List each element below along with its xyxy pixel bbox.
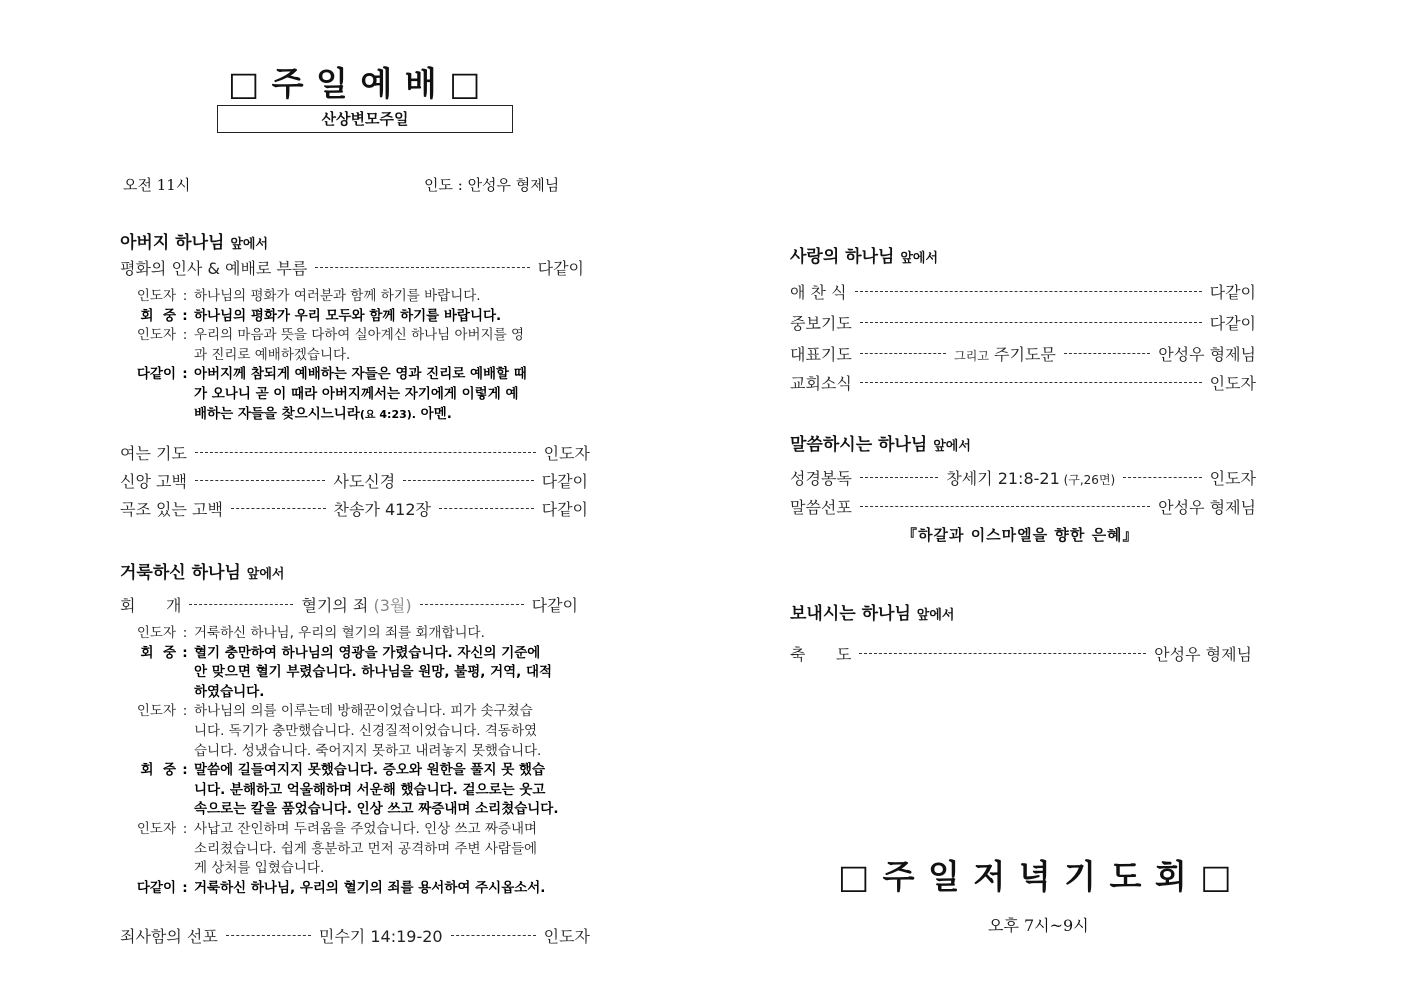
leader-dashes (1064, 353, 1150, 354)
morning-service-title: □ 주 일 예 배 □ (228, 64, 481, 103)
evening-service-title: □ 주 일 저 녁 기 도 회 □ (838, 857, 1233, 896)
order-item-leader: 다같이 (1209, 314, 1256, 333)
leader-dashes (855, 291, 1202, 292)
speaker-colon: : (182, 644, 188, 661)
order-item-leader: 다같이 (1209, 283, 1256, 302)
order-item-leader: 안성우 형제님 (1158, 498, 1256, 517)
responsive-line (118, 365, 584, 385)
responsive-text (194, 287, 584, 307)
speaker-label: 회 중 (140, 307, 176, 324)
order-item-church-news (790, 371, 1256, 394)
service-leader: 인도 : 안성우 형제님 (424, 176, 560, 194)
leader-dashes (860, 353, 946, 354)
section-title-father (120, 228, 268, 253)
speaker-label (118, 385, 176, 405)
section-title-text: 거룩하신 하나님 (120, 563, 241, 583)
section-title-word (790, 430, 971, 455)
speaker-colon: : (182, 820, 188, 837)
responsive-line (118, 644, 594, 664)
order-item-benediction (790, 642, 1252, 665)
line-text: 게 상처를 입혔습니다. (194, 860, 325, 877)
order-item-detail (946, 466, 1115, 489)
order-item-detail (301, 593, 411, 616)
line-text: 아버지께 참되게 예배하는 자들은 영과 진리로 예배할 때 (194, 366, 527, 383)
speaker-label: 인도자 (136, 288, 176, 304)
order-item-detail: 사도신경 (333, 472, 396, 491)
leader-dashes (860, 322, 1202, 323)
scripture-reference: (요 4:23). (359, 407, 416, 421)
responsive-line (118, 859, 594, 879)
line-text: 안 맞으면 혈기 부렸습니다. 하나님을 원망, 불평, 거역, 대적 (194, 664, 553, 681)
responsive-text (194, 346, 584, 366)
responsive-text (194, 879, 594, 899)
leader-dashes (315, 267, 529, 268)
speaker-colon (176, 840, 194, 860)
speaker-colon: : (182, 288, 188, 304)
service-subtitle-box: 산상변모주일 (217, 105, 513, 133)
order-item-hymn-confession (120, 497, 588, 520)
order-item-label: 축 도 (790, 645, 852, 664)
responsive-line (118, 781, 594, 801)
lords-prayer: 주기도문 (988, 345, 1056, 364)
section-title-text: 말씀하시는 하나님 (790, 435, 928, 455)
order-item-label: 애 찬 식 (790, 283, 847, 302)
order-item-representative-prayer (790, 342, 1256, 365)
responsive-line (118, 287, 584, 307)
line-text: 거룩하신 하나님, 우리의 혈기의 죄를 용서하여 주시옵소서. (194, 879, 546, 896)
speaker-colon (176, 800, 194, 820)
responsive-text (194, 307, 584, 327)
responsive-line (118, 702, 594, 722)
line-text: 습니다. 성냈습니다. 죽어지지 못하고 내려놓지 못했습니다. (194, 742, 542, 759)
speaker-colon (176, 683, 194, 703)
responsive-text (194, 663, 594, 683)
leader-dashes (860, 477, 938, 478)
responsive-text (194, 326, 584, 346)
leader-dashes (1123, 477, 1201, 478)
order-item-preaching (790, 495, 1256, 518)
speaker-label (118, 346, 176, 366)
speaker-label: 회 중 (140, 762, 176, 779)
order-item-detail: 민수기 14:19-20 (318, 927, 443, 946)
order-item-leader: 인도자 (1209, 469, 1256, 488)
line-text: 속으로는 칼을 품었습니다. 인상 쓰고 짜증내며 소리쳤습니다. (194, 801, 559, 818)
speaker-label: 인도자 (136, 703, 176, 720)
responsive-text (194, 840, 594, 860)
speaker-colon (176, 742, 194, 762)
responsive-text (194, 702, 594, 722)
responsive-text (194, 405, 584, 425)
speaker-colon (176, 859, 194, 879)
greeting-responsive-reading (118, 287, 584, 424)
section-title-suffix: 앞에서 (933, 439, 971, 454)
section-title-holy (120, 558, 284, 583)
speaker-label (118, 781, 176, 801)
responsive-line (118, 840, 594, 860)
service-time: 오전 11시 (123, 176, 191, 194)
leader-dashes (439, 508, 534, 509)
line-text: 하나님의 의를 이루는데 방해꾼이었습니다. 피가 솟구쳤습 (194, 703, 533, 720)
line-text: 거룩하신 하나님, 우리의 혈기의 죄를 회개합니다. (194, 625, 485, 641)
order-item-repentance (120, 593, 578, 616)
section-title-suffix: 앞에서 (246, 567, 285, 582)
speaker-label: 회 중 (140, 644, 176, 661)
section-title-love (790, 242, 938, 267)
amen-text: 아멘. (415, 405, 452, 422)
order-item-label: 곡조 있는 고백 (120, 500, 223, 519)
responsive-line (118, 307, 584, 327)
responsive-line (118, 683, 594, 703)
speaker-colon (176, 385, 194, 405)
speaker-label (118, 859, 176, 879)
speaker-colon (176, 663, 194, 683)
speaker-colon: : (182, 366, 188, 383)
order-item-label: 말씀선포 (790, 498, 852, 517)
speaker-colon: : (182, 703, 188, 720)
order-item-creed (120, 469, 588, 492)
leader-dashes (231, 508, 326, 509)
order-item-leader: 인도자 (543, 444, 590, 463)
order-item-intercession (790, 311, 1256, 334)
order-item-leader: 안성우 형제님 (1158, 345, 1257, 364)
speaker-colon (176, 405, 194, 425)
order-item-leader: 다같이 (541, 500, 588, 519)
line-text: 니다. 독기가 충만했습니다. 신경질적이었습니다. 격동하였 (194, 722, 538, 739)
section-title-send (790, 599, 954, 624)
order-item-label: 여는 기도 (120, 444, 187, 463)
order-item-scripture-reading (790, 466, 1256, 489)
responsive-line (118, 326, 584, 346)
line-text: 배하는 자들을 찾으시느니라 (194, 405, 360, 422)
speaker-label (118, 683, 176, 703)
line-text: 사납고 잔인하며 두려움을 주었습니다. 인상 쓰고 짜증내며 (194, 820, 538, 837)
order-item-label: 신앙 고백 (120, 472, 187, 491)
leader-dashes (860, 506, 1150, 507)
speaker-label (118, 663, 176, 683)
responsive-text (194, 820, 594, 840)
order-item-label: 성경봉독 (790, 469, 852, 488)
order-item-greeting (120, 256, 584, 279)
line-text: 혈기 충만하여 하나님의 영광을 가렸습니다. 자신의 기준에 (194, 644, 541, 661)
leader-dashes (189, 604, 293, 605)
speaker-label (118, 800, 176, 820)
scripture-reference: 창세기 21:8-21 (946, 469, 1060, 488)
line-text: 말씀에 길들여지지 못했습니다. 증오와 원한을 풀지 못 했습 (194, 762, 546, 779)
responsive-text (194, 683, 594, 703)
order-item-label: 교회소식 (790, 374, 852, 393)
speaker-colon: : (182, 625, 188, 641)
repentance-responsive-reading (118, 624, 594, 898)
speaker-label (118, 405, 176, 425)
leader-dashes (420, 604, 524, 605)
line-text: 하나님의 평화가 우리 모두와 함께 하기를 바랍니다. (194, 307, 502, 324)
responsive-text (194, 742, 594, 762)
order-item-leader: 다같이 (537, 259, 584, 278)
responsive-line (118, 820, 594, 840)
speaker-label: 인도자 (136, 820, 176, 837)
leader-dashes (195, 480, 325, 481)
order-item-leader: 인도자 (1209, 374, 1256, 393)
line-text: 하나님의 평화가 여러분과 함께 하기를 바랍니다. (194, 288, 481, 304)
order-item-opening-prayer (120, 441, 590, 464)
responsive-line (118, 761, 594, 781)
line-text: 소리쳤습니다. 쉽게 흥분하고 먼저 공격하며 주변 사람들에 (194, 840, 538, 857)
speaker-colon: : (182, 307, 188, 324)
speaker-label (118, 742, 176, 762)
order-item-detail (954, 342, 1056, 365)
leader-dashes (226, 935, 311, 936)
line-text: 우리의 마음과 뜻을 다하여 실아계신 하나님 아버지를 영 (194, 327, 524, 344)
leader-dashes (451, 935, 536, 936)
speaker-label (118, 722, 176, 742)
order-item-label: 평화의 인사 & 예배로 부름 (120, 259, 308, 278)
responsive-line (118, 385, 584, 405)
responsive-text (194, 365, 584, 385)
section-title-text: 아버지 하나님 (120, 233, 225, 253)
section-title-text: 사랑의 하나님 (790, 247, 895, 267)
order-item-detail: 찬송가 412장 (333, 500, 431, 519)
order-item-label: 죄사함의 선포 (120, 927, 218, 946)
sermon-title: 『하갈과 이스마엘을 향한 은혜』 (902, 526, 1139, 544)
speaker-label: 인도자 (136, 327, 176, 344)
responsive-line (118, 742, 594, 762)
repentance-topic: 혈기의 죄 (301, 596, 369, 615)
responsive-text (194, 385, 584, 405)
order-item-love-feast (790, 280, 1256, 303)
responsive-text (194, 722, 594, 742)
speaker-label (118, 840, 176, 860)
responsive-text (194, 761, 594, 781)
speaker-colon (176, 781, 194, 801)
leader-dashes (403, 480, 533, 481)
speaker-colon: : (182, 327, 188, 344)
responsive-text (194, 859, 594, 879)
leader-dashes (195, 452, 536, 453)
speaker-colon: : (182, 879, 188, 896)
responsive-line (118, 800, 594, 820)
repentance-month: (3월) (373, 596, 412, 615)
line-text: 니다. 분해하고 억울해하며 서운해 했습니다. 겉으로는 웃고 (194, 781, 546, 798)
section-title-suffix: 앞에서 (900, 251, 939, 266)
scripture-page: (구,26면) (1059, 473, 1116, 487)
line-text: 과 진리로 예배하겠습니다. (194, 346, 351, 363)
responsive-line (118, 879, 594, 899)
responsive-text (194, 644, 594, 664)
order-item-absolution (120, 924, 590, 947)
order-item-leader: 다같이 (541, 472, 588, 491)
speaker-label: 다같이 (136, 366, 176, 383)
order-item-leader: 안성우 형제님 (1154, 645, 1252, 664)
conjunction: 그리고 (954, 349, 989, 363)
leader-dashes (859, 653, 1146, 654)
section-title-text: 보내시는 하나님 (790, 604, 911, 624)
speaker-colon: : (182, 762, 188, 779)
responsive-text (194, 781, 594, 801)
responsive-line (118, 663, 594, 683)
line-text: 가 오나니 곧 이 때라 아버지께서는 자기에게 이렇게 예 (194, 385, 519, 402)
order-item-label: 중보기도 (790, 314, 852, 333)
responsive-text (194, 800, 594, 820)
leader-dashes (860, 382, 1202, 383)
speaker-label: 다같이 (136, 879, 176, 896)
order-item-leader: 다같이 (531, 596, 579, 615)
speaker-colon (176, 346, 194, 366)
responsive-line (118, 624, 594, 644)
responsive-line (118, 346, 584, 366)
order-item-label: 대표기도 (790, 345, 852, 364)
order-item-label: 회 개 (120, 596, 182, 615)
responsive-line (118, 405, 584, 425)
line-text: 하였습니다. (194, 683, 265, 700)
responsive-line (118, 722, 594, 742)
section-title-suffix: 앞에서 (230, 237, 269, 252)
evening-service-time: 오후 7시~9시 (988, 916, 1089, 935)
section-title-suffix: 앞에서 (916, 608, 955, 623)
order-item-leader: 인도자 (543, 927, 590, 946)
speaker-colon (176, 722, 194, 742)
speaker-label: 인도자 (136, 625, 176, 641)
responsive-text (194, 624, 594, 644)
